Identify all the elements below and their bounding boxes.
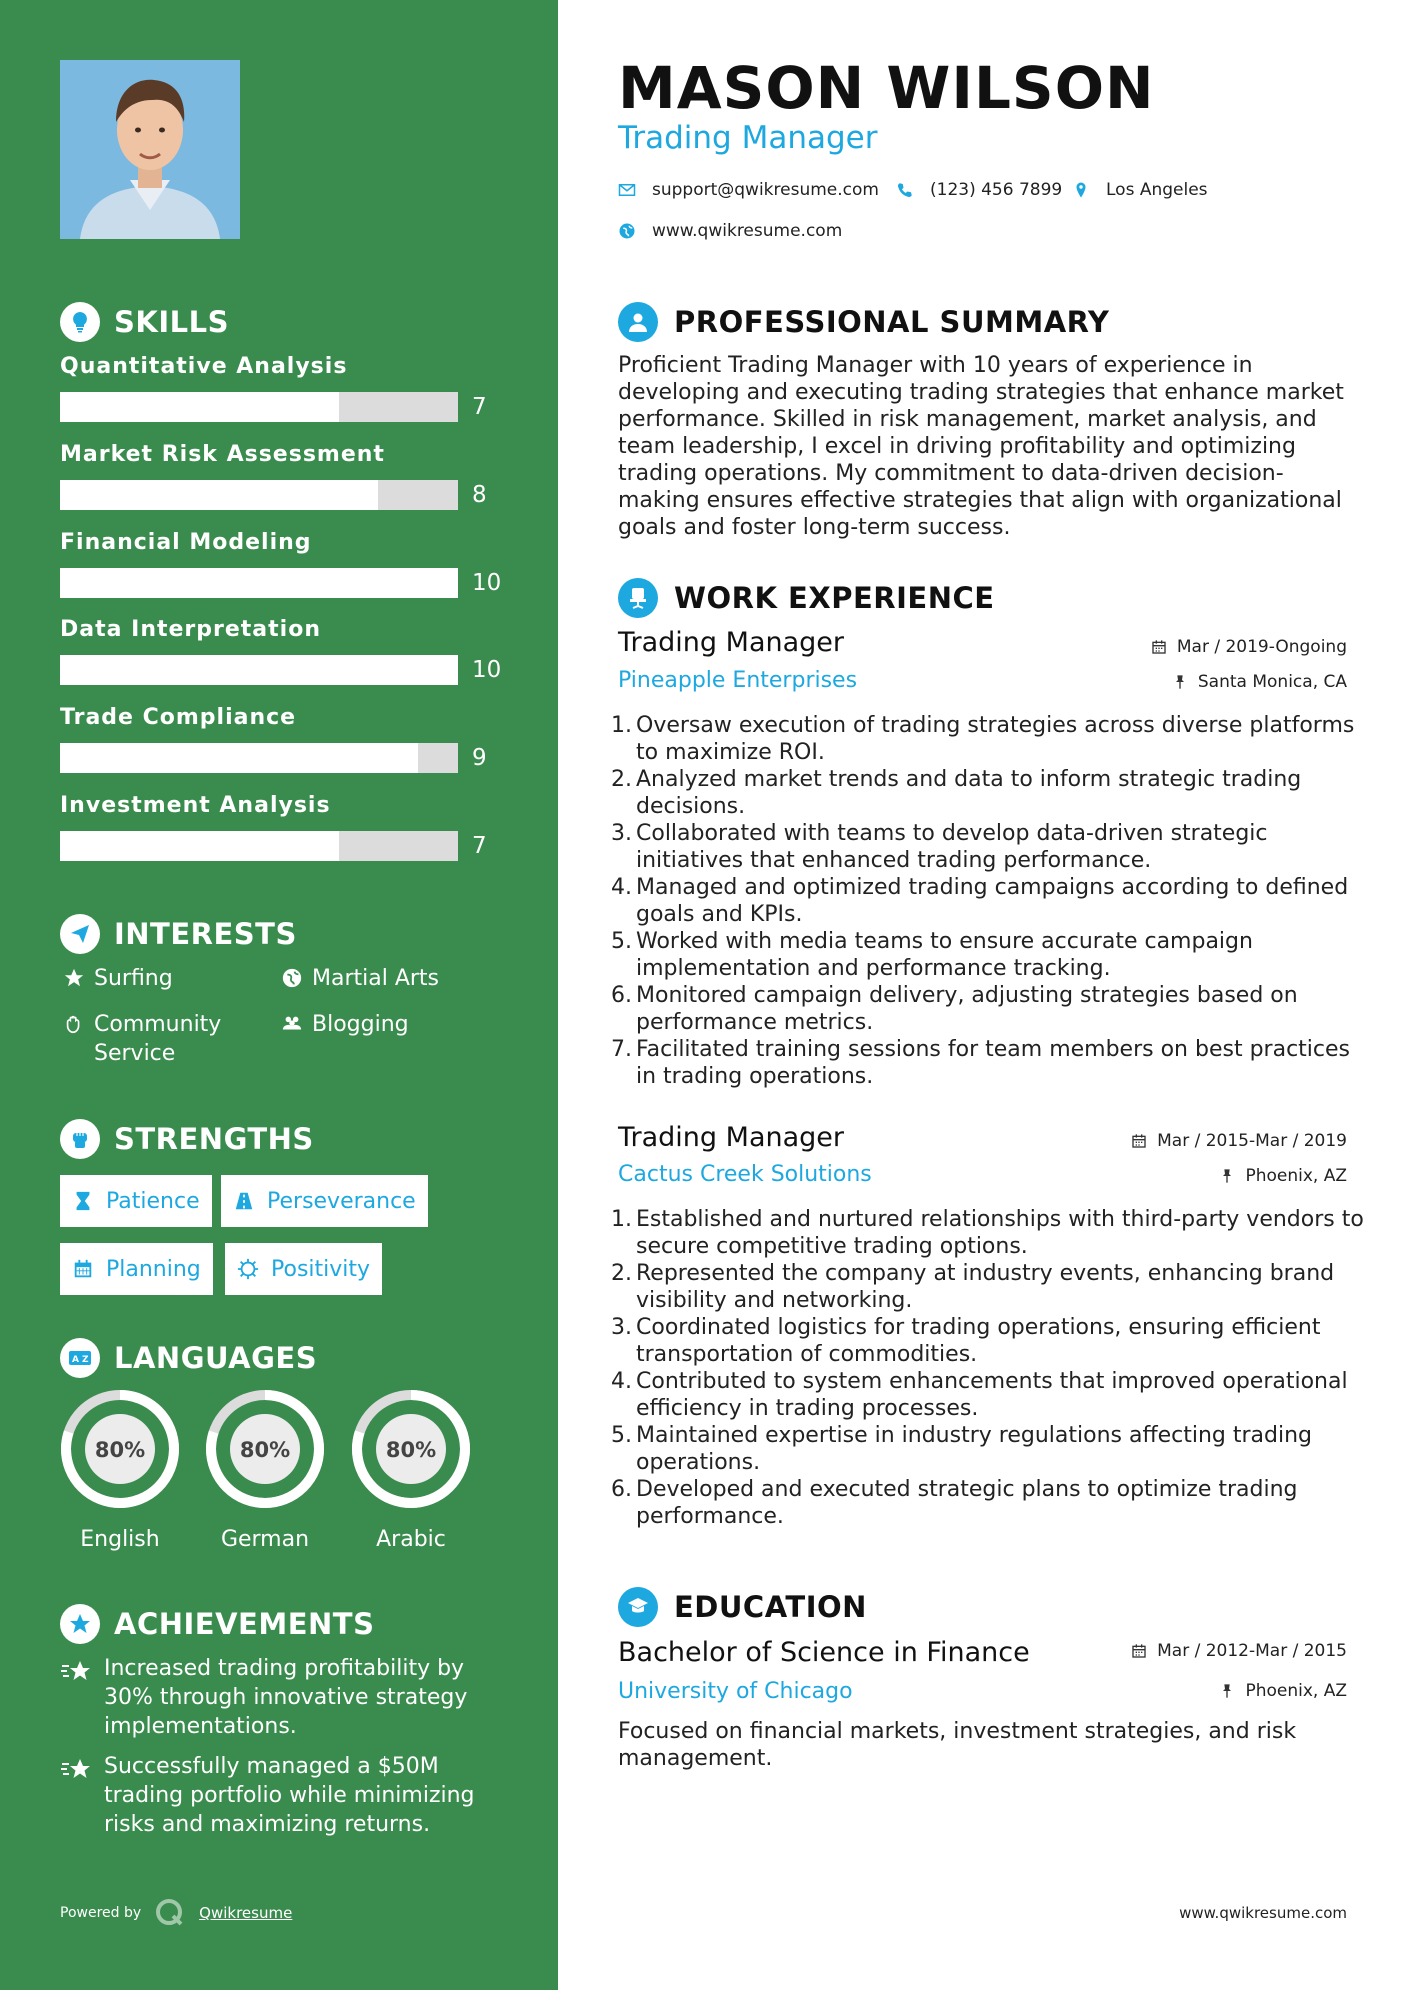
calendar-icon <box>1131 1642 1149 1660</box>
experience-heading: WORK EXPERIENCE <box>618 578 995 618</box>
contact-phone[interactable]: (123) 456 7899 <box>896 180 1062 200</box>
list-item: 2. Analyzed market trends and data to inform strategic trading decisions. <box>611 767 1302 819</box>
job-location: Santa Monica, CA <box>1172 672 1347 692</box>
road-icon <box>233 1189 257 1213</box>
education-location: Phoenix, AZ <box>1219 1681 1347 1701</box>
profile-photo <box>60 60 240 239</box>
education-dates: Mar / 2012-Mar / 2015 <box>1131 1641 1347 1661</box>
skill-item: Market Risk Assessment 8 <box>60 442 487 508</box>
powered-by: Powered by Qwikresume <box>60 1898 292 1928</box>
skill-item: Quantitative Analysis 7 <box>60 354 487 420</box>
user-icon <box>618 302 658 342</box>
language-item <box>203 1387 327 1552</box>
language-percent: 80% <box>94 1438 146 1462</box>
strength-badge: Patience <box>60 1175 212 1227</box>
list-item: 6. Developed and executed strategic plans to optimize trading performance. <box>611 1477 1298 1529</box>
interest-item: Surfing <box>60 964 173 993</box>
job-position: Trading Manager <box>618 627 844 658</box>
pushpin-icon <box>1219 1167 1237 1185</box>
strengths-heading: STRENGTHS <box>60 1119 314 1159</box>
job-position: Trading Manager <box>618 1122 844 1153</box>
education-heading: EDUCATION <box>618 1587 867 1627</box>
map-pin-icon <box>1072 180 1092 200</box>
globe-icon <box>618 221 638 241</box>
job-location: Phoenix, AZ <box>1219 1166 1347 1186</box>
hand-icon <box>60 1010 88 1038</box>
list-item: 1. Established and nurtured relationships with third-party vendors to secure competitive trading options. <box>611 1207 1364 1259</box>
skill-item: Trade Compliance 9 <box>60 705 487 771</box>
skill-bar-fill <box>60 480 378 510</box>
skill-item: Data Interpretation 10 <box>60 617 502 683</box>
list-item: 4. Managed and optimized trading campaigns according to defined goals and KPIs. <box>611 875 1349 927</box>
chair-icon <box>618 578 658 618</box>
achievement-item: Successfully managed a $50M trading portfolio while minimizing risks and maximizing returns. <box>60 1752 510 1839</box>
list-item: 7. Facilitated training sessions for team members on best practices in trading operations. <box>611 1037 1350 1089</box>
sun-icon <box>237 1257 261 1281</box>
pushpin-icon <box>1172 673 1190 691</box>
phone-icon <box>896 180 916 200</box>
strength-badge: Perseverance <box>221 1175 428 1227</box>
contact-location: Los Angeles <box>1072 180 1208 200</box>
achievements-heading: ACHIEVEMENTS <box>60 1604 374 1644</box>
skill-bar-track <box>60 831 458 861</box>
interest-item: Community Service <box>60 1010 240 1068</box>
language-progress-ring <box>349 1387 473 1511</box>
skill-bar-track <box>60 568 458 598</box>
skill-item: Investment Analysis 7 <box>60 793 487 859</box>
qwikresume-logo-icon <box>155 1898 185 1928</box>
skill-bar-track <box>60 392 458 422</box>
interests-heading: INTERESTS <box>60 914 297 954</box>
skill-item: Financial Modeling 10 <box>60 530 502 596</box>
graduate-icon <box>618 1587 658 1627</box>
language-percent: 80% <box>239 1438 291 1462</box>
skill-bar-track <box>60 743 458 773</box>
skill-bar-track <box>60 655 458 685</box>
languages-heading: A Z LANGUAGES <box>60 1338 317 1378</box>
skill-bar-fill <box>60 655 458 685</box>
fist-icon <box>60 1119 100 1159</box>
language-progress-ring <box>203 1387 327 1511</box>
job-dates: Mar / 2015-Mar / 2019 <box>1131 1131 1347 1151</box>
globe-icon <box>278 964 306 992</box>
language-item <box>58 1387 182 1552</box>
users-icon <box>278 1010 306 1038</box>
pushpin-icon <box>1219 1682 1237 1700</box>
language-progress-ring <box>58 1387 182 1511</box>
strength-badge: Planning <box>60 1243 213 1295</box>
education-description: Focused on financial markets, investment strategies, and risk management. <box>618 1719 1297 1771</box>
list-item: 5. Maintained expertise in industry regulations affecting trading operations. <box>611 1423 1313 1475</box>
sidebar <box>0 0 558 1990</box>
summary-heading: PROFESSIONAL SUMMARY <box>618 302 1109 342</box>
skill-bar-fill <box>60 743 418 773</box>
achievement-item: Increased trading profitability by 30% through innovative strategy implementations. <box>60 1654 510 1741</box>
skill-bar-fill <box>60 568 458 598</box>
company-name: Cactus Creek Solutions <box>618 1162 872 1187</box>
job-responsibilities <box>611 1206 1368 1530</box>
job-dates: Mar / 2019-Ongoing <box>1151 637 1347 657</box>
star-badge-icon <box>60 1604 100 1644</box>
strength-badge: Positivity <box>225 1243 382 1295</box>
star-trophy-icon <box>60 1754 96 1790</box>
calendar-icon <box>1151 638 1169 656</box>
list-item: 2. Represented the company at industry events, enhancing brand visibility and networking. <box>611 1261 1335 1313</box>
language-name: German <box>220 1527 310 1552</box>
svg-text:A: A <box>72 1355 79 1365</box>
footer-website[interactable]: www.qwikresume.com <box>1179 1904 1347 1922</box>
list-item: 1. Oversaw execution of trading strategies across diverse platforms to maximize ROI. <box>611 713 1355 765</box>
person-portrait-icon <box>60 60 240 239</box>
calendar-icon <box>1131 1132 1149 1150</box>
job-title: Trading Manager <box>618 120 878 156</box>
list-item: 4. Contributed to system enhancements that improved operational efficiency in trading processes. <box>611 1369 1348 1421</box>
lightbulb-icon <box>60 302 100 342</box>
star-trophy-icon <box>60 1656 96 1692</box>
language-percent: 80% <box>385 1438 437 1462</box>
contact-email[interactable]: support@qwikresume.com <box>618 180 879 200</box>
list-item: 3. Coordinated logistics for trading operations, ensuring efficient transportation of commodities. <box>611 1315 1321 1367</box>
skill-bar-fill <box>60 392 339 422</box>
skills-heading: SKILLS <box>60 302 229 342</box>
language-item <box>349 1387 473 1552</box>
qwikresume-link[interactable]: Qwikresume <box>199 1904 293 1922</box>
envelope-icon <box>618 180 638 200</box>
skill-bar-fill <box>60 831 339 861</box>
skill-bar-track <box>60 480 458 510</box>
interest-item: Blogging <box>278 1010 409 1039</box>
candidate-name: MASON WILSON <box>618 54 1155 122</box>
interest-item: Martial Arts <box>278 964 439 993</box>
svg-text:Z: Z <box>82 1355 89 1365</box>
star-icon <box>60 964 88 992</box>
calendar-icon <box>72 1257 96 1281</box>
language-name: English <box>80 1527 160 1552</box>
list-item: 3. Collaborated with teams to develop data-driven strategic initiatives that enhanced trading performance. <box>611 821 1268 873</box>
language-name: Arabic <box>376 1527 446 1552</box>
list-item: 5. Worked with media teams to ensure accurate campaign implementation and performance tracking. <box>611 929 1253 981</box>
summary-text: Proficient Trading Manager with 10 years of experience in developing and executing trading strategies that enhance market performance. Skilled in risk management, market analysis, and team leadership, I excel in driving profitability and optimizing trading operations. My commitment to data-driven decision-making ensures effective strategies that align with organizational goals and foster long-term success. <box>618 353 1344 540</box>
list-item: 6. Monitored campaign delivery, adjusting strategies based on performance metrics. <box>611 983 1298 1035</box>
company-name: Pineapple Enterprises <box>618 668 858 693</box>
paper-plane-icon <box>60 914 100 954</box>
degree-name: Bachelor of Science in Finance <box>618 1637 1030 1668</box>
job-responsibilities <box>611 712 1368 1090</box>
main-content <box>558 0 1407 1990</box>
language-icon <box>60 1338 100 1378</box>
contact-website[interactable]: www.qwikresume.com <box>618 221 842 241</box>
school-name: University of Chicago <box>618 1679 853 1704</box>
hourglass-icon <box>72 1189 96 1213</box>
